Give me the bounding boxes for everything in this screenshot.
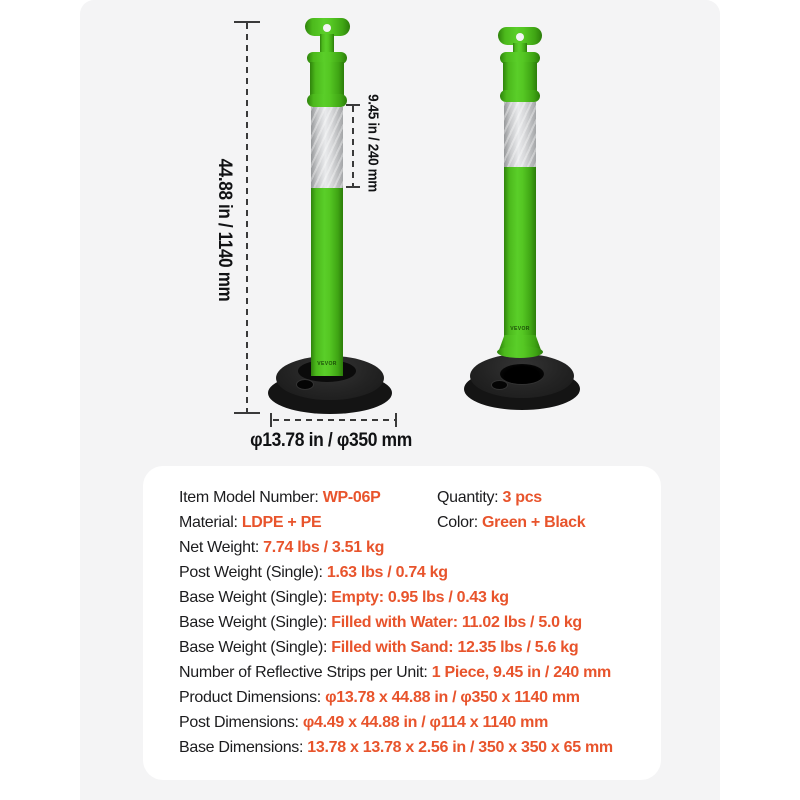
height-dim-line bbox=[246, 23, 248, 412]
spec-label: Base Dimensions: bbox=[179, 739, 308, 756]
right-post-reflective-strip bbox=[504, 102, 536, 167]
strip-dim-line bbox=[352, 106, 354, 186]
spec-value: 13.78 x 13.78 x 2.56 in / 350 x 350 x 65 mm bbox=[307, 739, 613, 756]
spec-value: LDPE + PE bbox=[241, 514, 322, 531]
spec-value: 1.63 lbs / 0.74 kg bbox=[326, 564, 448, 581]
base-dim-line bbox=[273, 419, 395, 421]
left-post-neck bbox=[320, 34, 334, 53]
spec-value: Green + Black bbox=[482, 514, 586, 531]
spec-pair bbox=[179, 714, 548, 731]
spec-row bbox=[179, 635, 647, 660]
spec-pair bbox=[179, 489, 380, 506]
spec-label: Base Weight (Single): bbox=[179, 639, 332, 656]
spec-row bbox=[179, 735, 647, 760]
spec-pair bbox=[179, 639, 578, 656]
base-dim-label: φ13.78 in / φ350 mm bbox=[250, 430, 412, 451]
spec-value: WP-06P bbox=[322, 489, 381, 506]
spec-label: Base Weight (Single): bbox=[179, 589, 332, 606]
brand-logo-right: VEVOR bbox=[510, 326, 530, 332]
spec-pair bbox=[179, 614, 582, 631]
height-dim-tick-bottom bbox=[234, 412, 260, 414]
spec-pair bbox=[179, 689, 580, 706]
base-dim-tick-right bbox=[395, 413, 397, 427]
spec-rows bbox=[179, 485, 647, 760]
spec-pair bbox=[437, 510, 585, 535]
spec-pair bbox=[179, 664, 611, 681]
left-post-body bbox=[311, 188, 343, 376]
left-post-cap-body bbox=[310, 62, 344, 96]
spec-value: 3 pcs bbox=[502, 489, 542, 506]
right-post-body bbox=[504, 167, 536, 337]
spec-value: 7.74 lbs / 3.51 kg bbox=[263, 539, 385, 556]
right-base-fill-plug bbox=[491, 380, 508, 390]
spec-label: Post Weight (Single): bbox=[179, 564, 327, 581]
spec-value: φ4.49 x 44.88 in / φ114 x 1140 mm bbox=[302, 714, 549, 731]
right-post-handle-hole bbox=[516, 33, 524, 41]
brand-logo-left: VEVOR bbox=[317, 361, 337, 367]
strip-dim-tick-bottom bbox=[346, 186, 360, 188]
spec-card bbox=[143, 466, 661, 780]
left-base-fill-plug bbox=[296, 379, 314, 390]
left-post-handle-hole bbox=[323, 24, 331, 32]
height-dim-label: 44.88 in / 1140 mm bbox=[214, 158, 235, 302]
spec-pair bbox=[179, 589, 509, 606]
spec-value: 1 Piece, 9.45 in / 240 mm bbox=[431, 664, 611, 681]
spec-label: Net Weight: bbox=[179, 539, 264, 556]
spec-row bbox=[179, 610, 647, 635]
right-post-cap-body bbox=[503, 62, 537, 92]
spec-value: Filled with Water: 11.02 lbs / 5.0 kg bbox=[331, 614, 582, 631]
spec-label: Item Model Number: bbox=[179, 489, 323, 506]
spec-value: φ13.78 x 44.88 in / φ350 x 1140 mm bbox=[325, 689, 580, 706]
spec-row bbox=[179, 660, 647, 685]
right-base-post-hole bbox=[500, 364, 544, 384]
spec-value: Empty: 0.95 lbs / 0.43 kg bbox=[331, 589, 509, 606]
spec-row bbox=[179, 685, 647, 710]
spec-label: Quantity: bbox=[437, 489, 503, 506]
left-post-cap-flange-bottom bbox=[307, 94, 347, 107]
spec-row bbox=[179, 485, 647, 510]
spec-row bbox=[179, 510, 647, 535]
spec-pair bbox=[437, 485, 542, 510]
strip-dim-label: 9.45 in / 240 mm bbox=[364, 94, 382, 192]
base-dim-tick-left bbox=[270, 413, 272, 427]
spec-pair bbox=[179, 539, 384, 556]
spec-label: Color: bbox=[437, 514, 483, 531]
left-post-reflective-strip bbox=[311, 107, 343, 188]
right-post-flare-lip bbox=[497, 346, 543, 358]
spec-label: Post Dimensions: bbox=[179, 714, 303, 731]
spec-label: Base Weight (Single): bbox=[179, 614, 332, 631]
spec-label: Number of Reflective Strips per Unit: bbox=[179, 664, 432, 681]
spec-row bbox=[179, 585, 647, 610]
spec-row bbox=[179, 535, 647, 560]
spec-pair bbox=[179, 739, 613, 756]
spec-label: Product Dimensions: bbox=[179, 689, 326, 706]
spec-pair bbox=[179, 514, 321, 531]
spec-value: Filled with Sand: 12.35 lbs / 5.6 kg bbox=[331, 639, 579, 656]
spec-row bbox=[179, 560, 647, 585]
right-post-cap-flange-bottom bbox=[500, 90, 540, 102]
spec-label: Material: bbox=[179, 514, 242, 531]
spec-pair bbox=[179, 564, 448, 581]
spec-row bbox=[179, 710, 647, 735]
